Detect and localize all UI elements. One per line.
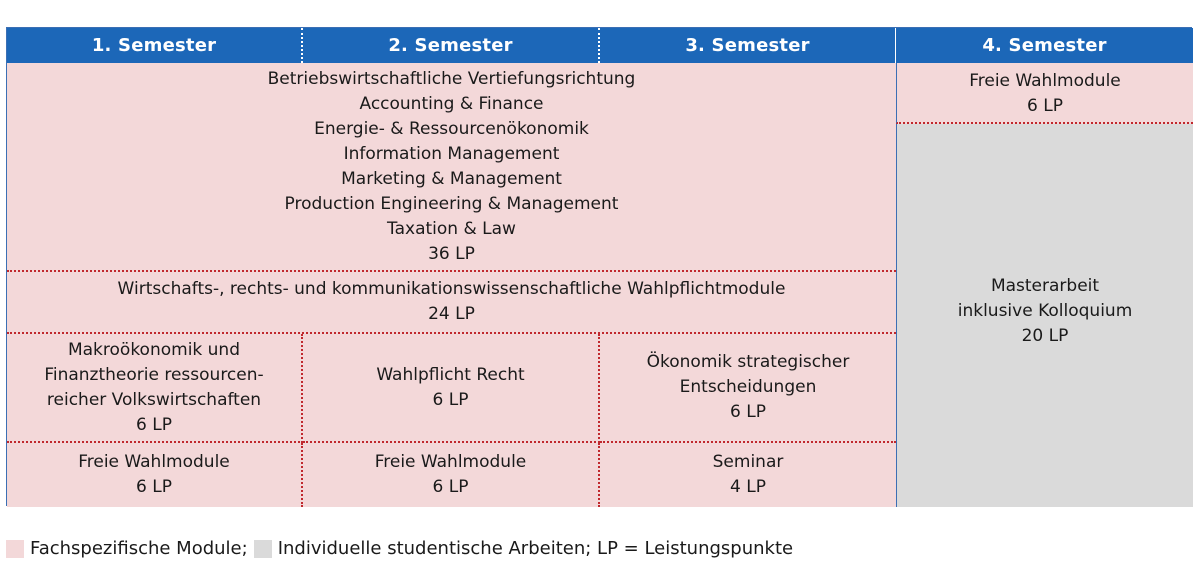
header-semester-4 xyxy=(896,28,1193,63)
wahlpflicht-lp: 24 LP xyxy=(428,304,475,324)
module-title-line: Freie Wahlmodule xyxy=(78,452,230,472)
module-lp: 6 LP xyxy=(432,477,469,497)
legend-fachspezifisch-label: Fachspezifische Module; xyxy=(30,538,248,559)
module-lp: 4 LP xyxy=(730,477,766,497)
wahlpflicht-recht-module xyxy=(303,334,600,443)
module-title-line: Masterarbeit xyxy=(990,276,1100,296)
vertiefung-option: Marketing & Management xyxy=(341,168,562,189)
vertiefungsrichtung-block xyxy=(7,63,896,272)
module-title-line: Finanztheorie ressourcen- xyxy=(44,364,264,385)
module-title-line: Freie Wahlmodule xyxy=(969,71,1121,91)
module-title-line: inklusive Kolloquium xyxy=(957,301,1133,321)
vertiefung-option: Information Management xyxy=(343,143,560,164)
vertiefung-option: Accounting & Finance xyxy=(359,93,544,114)
header-semester-4-label: 4. Semester xyxy=(982,35,1107,56)
module-title-line: Seminar xyxy=(712,452,784,472)
wahlpflichtmodule-block xyxy=(7,272,896,334)
masterarbeit-block xyxy=(896,124,1193,507)
legend-individuell-label: Individuelle studentische Arbeiten; LP = Leistungspunkte xyxy=(277,538,794,559)
module-lp: 6 LP xyxy=(432,389,469,410)
header-semester-2-label: 2. Semester xyxy=(388,35,513,56)
module-title-line: Makroökonomik und xyxy=(67,339,241,360)
module-title-line: reicher Volkswirtschaften xyxy=(46,389,262,410)
module-title-line: Wahlpflicht Recht xyxy=(376,364,525,385)
header-semester-3-label: 3. Semester xyxy=(685,35,810,56)
freie-wahlmodule-sem2 xyxy=(303,443,600,507)
makrooekonomik-module xyxy=(7,334,303,443)
vertiefung-option: Taxation & Law xyxy=(387,218,516,239)
vertiefung-option: Production Engineering & Management xyxy=(284,193,619,214)
module-lp: 6 LP xyxy=(136,414,172,435)
wahlpflicht-title: Wirtschafts-, rechts- und kommunikationswissenschaftliche Wahlpflichtmodule xyxy=(117,279,786,299)
module-lp: 6 LP xyxy=(136,477,172,497)
module-lp: 6 LP xyxy=(730,402,766,422)
study-plan-table xyxy=(6,27,1192,506)
module-lp: 6 LP xyxy=(1027,96,1063,116)
header-semester-1 xyxy=(7,28,303,63)
header-semester-1-label: 1. Semester xyxy=(91,35,217,56)
oekonomik-strategischer-entscheidungen-module xyxy=(600,334,896,443)
seminar-module xyxy=(600,443,896,507)
module-title-line: Freie Wahlmodule xyxy=(374,452,527,472)
header-semester-2 xyxy=(303,28,600,63)
vertiefung-title: Betriebswirtschaftliche Vertiefungsrichtung xyxy=(267,68,636,89)
legend xyxy=(6,538,793,559)
freie-wahlmodule-sem4 xyxy=(896,63,1193,124)
legend-swatch-individuell xyxy=(254,540,272,558)
vertiefung-lp: 36 LP xyxy=(428,243,475,264)
vertiefung-option: Energie- & Ressourcenökonomik xyxy=(314,118,589,139)
header-semester-3 xyxy=(600,28,896,63)
legend-swatch-fachspezifisch xyxy=(6,540,24,558)
module-title-line: Entscheidungen xyxy=(679,377,817,397)
freie-wahlmodule-sem1 xyxy=(7,443,303,507)
module-title-line: Ökonomik strategischer xyxy=(646,352,850,372)
module-lp: 20 LP xyxy=(1021,326,1069,346)
